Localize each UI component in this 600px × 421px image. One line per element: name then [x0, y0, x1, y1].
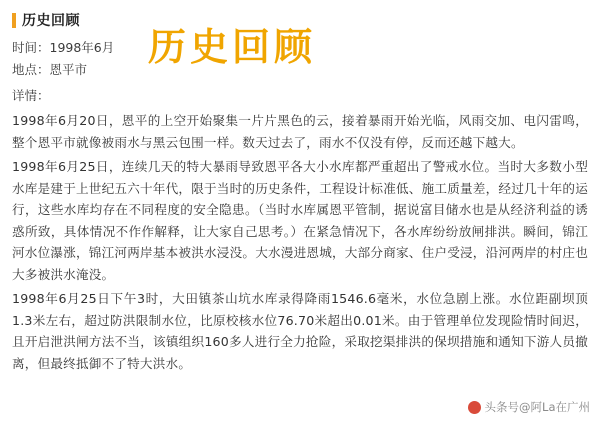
page-title-text: 历史回顾 [22, 13, 80, 29]
paragraph: 1998年6月25日，连续几天的特大暴雨导致恩平各大小水库都严重超出了警戒水位。当时大多数小型水库是建于上世纪五六十年代，限于当时的历史条件，工程设计标准低、施工质量差，经过几十年的运行，这些水库均存在不同程度的安全隐患。（当时水库属恩平管制，据说富目储水也是从经济利益的诱惑所致，具体情况不作作解释，让大家自己思考。）在紧急情况下，各水库纷纷放闸排洪。瞬间，锦江河水位瀑涨，锦江河两岸基本被洪水浸没。大水漫进恩城，大部分商家、住户受浸，沿河两岸的村庄也大多被洪水淹没。 [12, 159, 588, 282]
avatar [468, 401, 481, 414]
meta-place: 地点：恩平市 [12, 62, 88, 77]
source-attribution [468, 399, 590, 415]
meta-time: 时间：1998年6月 [12, 40, 115, 55]
page-title [12, 10, 588, 30]
paragraph: 1998年6月25日下午3时，大田镇茶山坑水库录得降雨1546.6毫米，水位急剧上涨。水位距副坝顶1.3米左右，超过防洪限制水位，比原校核水位76.70米超出0.01米。由于管理单位发现险情时间迟，且开启泄洪闸方法不当，该镇组织160多人进行全力抢险，采取挖渠排洪的保坝措施和通知下游人员撤离，但最终抵御不了特大洪水。 [12, 291, 588, 371]
title-accent-bar [12, 13, 16, 28]
detail-label: 详情： [12, 88, 50, 103]
paragraph: 1998年6月20日，恩平的上空开始聚集一片片黑色的云，接着暴雨开始光临，风雨交加、电闪雷鸣，整个恩平市就像被雨水与黑云包围一样。数天过去了，雨水不仅没有停，反而还越下越大。 [12, 113, 588, 150]
source-text: 头条号@阿La在广州 [484, 400, 590, 414]
watermark-text: 历史回顾 [148, 24, 317, 69]
